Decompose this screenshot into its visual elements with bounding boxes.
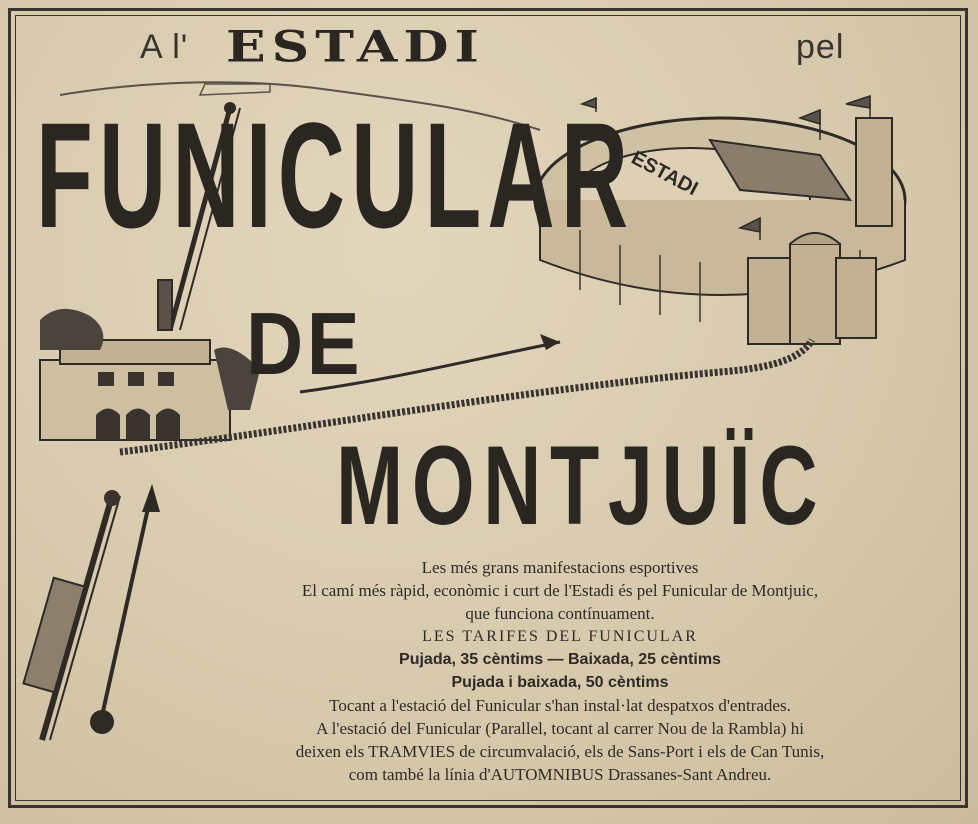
headline-de: DE [246, 294, 364, 393]
header-prefix: A l' [140, 28, 189, 66]
headline-funicular: FUNICULAR [36, 91, 635, 259]
tariffs-title: LES TARIFES DEL FUNICULAR [422, 628, 698, 645]
direction-arrowhead [540, 334, 560, 350]
body-line-5: A l'estació del Funicular (Parallel, tocant al carrer Nou de la Rambla) hi [316, 719, 804, 738]
body-line-4: Tocant a l'estació del Funicular s'han instal·lat despatxos d'entrades. [329, 696, 791, 715]
body-line-6: deixen els TRAMVIES de circumvalació, els de Sans-Port i els de Can Tunis, [295, 742, 825, 761]
tariff-line-1: Pujada, 35 cèntims — Baixada, 25 cèntims [399, 651, 721, 668]
stadium-label: ESTADI [627, 147, 702, 201]
body-line-2: El camí més ràpid, econòmic i curt de l'Estadi és pel Funicular de Montjuic, [301, 581, 819, 600]
headline-montjuic: MONTJUÏC [336, 423, 827, 548]
body-line-1: Les més grans manifestacions esportives [421, 558, 699, 577]
tariff-line-2: Pujada i baixada, 50 cèntims [451, 674, 669, 691]
station-building [40, 309, 260, 440]
body-line-7: com també la línia d'AUTOMNIBUS Drassanes-Sant Andreu. [348, 765, 772, 784]
small-funicular-drawing [23, 484, 160, 740]
header-title: ESTADI [226, 22, 485, 73]
ad-body-text [150, 556, 970, 786]
header-suffix: pel [796, 28, 845, 66]
body-line-3: que funciona contínuament. [465, 604, 655, 623]
